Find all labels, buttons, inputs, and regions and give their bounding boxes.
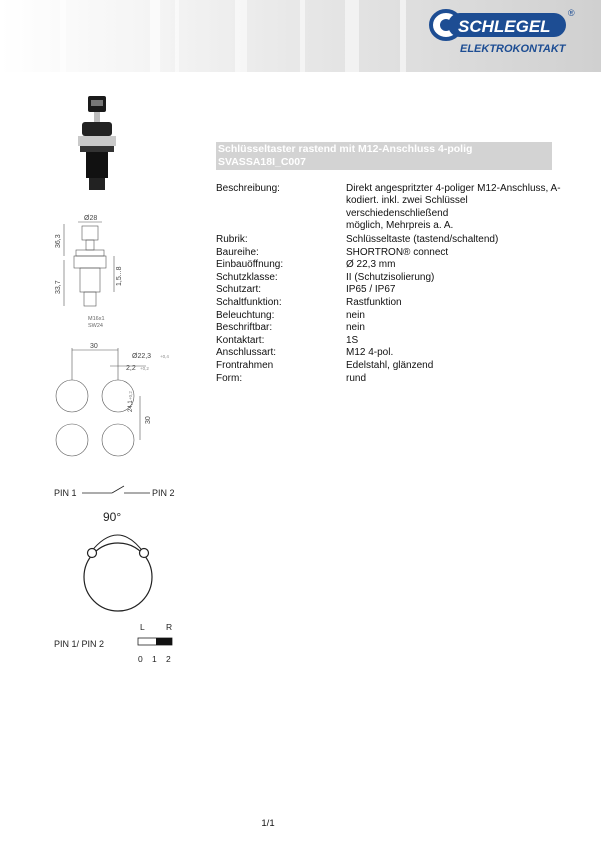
spec-value: IP65 / IP67 [346, 284, 396, 296]
spec-value: II (Schutzisolierung) [346, 271, 435, 283]
svg-text:Ø28: Ø28 [84, 215, 98, 222]
panel-cutout-drawing [50, 340, 180, 468]
svg-text:ELEKTROKONTAKT: ELEKTROKONTAKT [460, 43, 566, 55]
spec-value: SHORTRON® connect [346, 246, 449, 258]
contact-diagram [52, 478, 182, 508]
spec-label: Beleuchtung: [216, 309, 275, 321]
product-code: SVASSA18I_C007 [218, 156, 306, 168]
svg-text:24,1: 24,1 [128, 400, 134, 412]
svg-text:1,5...8: 1,5...8 [116, 266, 123, 286]
svg-text:+0,2: +0,2 [128, 391, 133, 400]
key-position-diagram [70, 505, 165, 613]
svg-text:30: 30 [145, 416, 152, 424]
spec-label: Frontrahmen [216, 360, 274, 371]
svg-text:PIN 2: PIN 2 [152, 488, 175, 498]
header-stripe [150, 0, 160, 72]
spec-value: nein [346, 309, 365, 321]
header-stripe [175, 0, 179, 72]
spec-label: Anschlussart: [216, 347, 277, 359]
spec-label: Schutzklasse: [216, 271, 278, 283]
product-title: Schlüsseltaster rastend mit M12-Anschluss 4-polig [218, 143, 473, 155]
header-stripe [300, 0, 305, 72]
svg-text:L: L [140, 622, 145, 632]
page-header [0, 0, 601, 72]
svg-text:2: 2 [166, 654, 171, 664]
svg-text:30: 30 [90, 343, 98, 350]
position-marker [140, 549, 149, 558]
svg-text:0: 0 [138, 654, 143, 664]
svg-text:PIN 1/ PIN 2: PIN 1/ PIN 2 [54, 639, 105, 649]
spec-label: Schaltfunktion: [216, 297, 282, 308]
svg-text:PIN 1: PIN 1 [54, 488, 77, 498]
description-value: Direkt angespritzter 4-poliger M12-Anschluss, A- kodiert. inkl. zwei Schlüssel verschiedenschließend möglich, Mehrpreis a. A. [346, 183, 561, 232]
spec-value: Ø 22,3 mm [346, 259, 396, 271]
svg-text:+0,2: +0,2 [140, 366, 149, 371]
svg-text:R: R [166, 622, 173, 632]
spec-label: Beschriftbar: [216, 322, 273, 334]
svg-text:Ø22,3: Ø22,3 [132, 353, 152, 360]
svg-text:SW24: SW24 [88, 323, 103, 329]
product-title-bar [216, 142, 552, 170]
page-number: 1/1 [261, 818, 275, 829]
spec-value: M12 4-pol. [346, 347, 394, 359]
spec-value: Edelstahl, glänzend [346, 360, 434, 371]
spec-value: Rastfunktion [346, 297, 402, 308]
header-stripe [400, 0, 406, 72]
header-stripe [60, 0, 66, 72]
svg-text:+0,4: +0,4 [160, 354, 169, 359]
svg-text:33,7: 33,7 [55, 280, 62, 294]
svg-text:®: ® [568, 8, 575, 18]
description-label: Beschreibung: [216, 183, 280, 194]
spec-value: nein [346, 322, 365, 334]
dimension-drawing [50, 210, 130, 335]
svg-text:90°: 90° [103, 510, 122, 524]
svg-text:M16x1: M16x1 [88, 316, 105, 322]
spec-label: Schutzart: [216, 284, 262, 296]
position-marker [88, 549, 97, 558]
spec-value: rund [346, 372, 367, 384]
header-stripe [235, 0, 247, 72]
spec-value: 1S [346, 334, 359, 346]
spec-value: Schlüsseltaste (tastend/schaltend) [346, 234, 499, 245]
header-stripe [345, 0, 359, 72]
svg-text:36,3: 36,3 [55, 234, 62, 248]
spec-label: Einbauöffnung: [216, 259, 284, 271]
spec-label: Baureihe: [216, 246, 259, 258]
spec-label: Form: [216, 372, 243, 384]
switch-table [52, 620, 192, 668]
schlegel-logo [428, 6, 578, 62]
product-photo [68, 92, 128, 202]
spec-label: Rubrik: [216, 234, 248, 245]
svg-text:1: 1 [152, 654, 157, 664]
svg-text:SCHLEGEL: SCHLEGEL [458, 17, 551, 36]
spec-label: Kontaktart: [216, 334, 265, 346]
svg-text:2,2: 2,2 [126, 365, 136, 372]
